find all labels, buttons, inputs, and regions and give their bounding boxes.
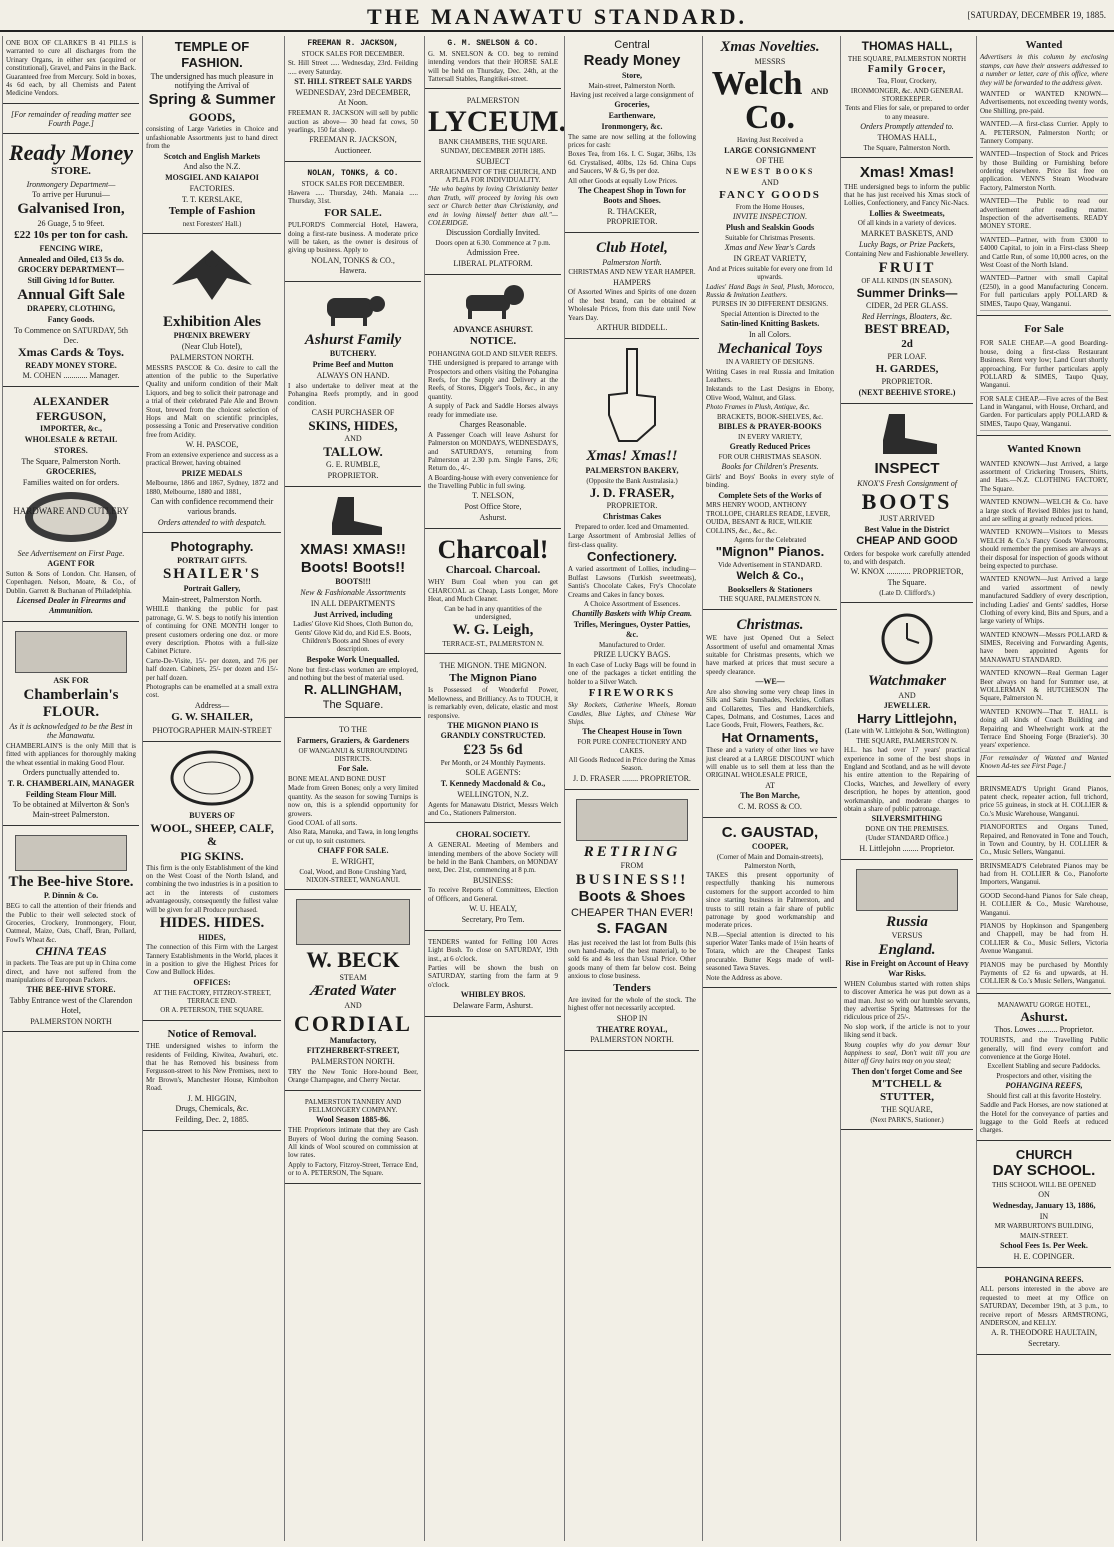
- beehive-store-advert: The Bee-hive Store. P. Dinnin & Co. BEG to call the attention of their friends and the Public to their well selected stock of Groceries, Crockery, Ironmongery, Flour, Oatmeal, Maize, Oats, Chaff, Bran, Pollard, Fowl's Wheat &c. CHINA TEAS in packets. The Teas are put up in China come direct, and have not suffered from the manipulations of European Packers. THE BEE-HIVE STORE. Tabby Entrance west of the Clarendon Hotel, PALMERSTON NORTH: [3, 830, 139, 1033]
- eagle-emblem: [152, 240, 272, 310]
- tannery-advert: BUYERS OF WOOL, SHEEP, CALF, & PIG SKINS. This firm is the only Establishment of the kind on the West Coast of the North Island, and combining the two industries is in a position to act in the interests of customers advantageously, consequently the fullest value will be given for all Produce purchased. HIDES. HIDES. HIDES, The connection of this Firm with the Largest Tannery Establishments in the World, places it in a position to give the Highest Prices for Cow and Bullock Hides. OFFICES: AT THE FACTORY, FITZROY-STREET, TERRACE END. OR A. PETERSON, THE SQUARE.: [143, 746, 281, 1021]
- ferguson-advert: ALEXANDER FERGUSON, IMPORTER, &c., WHOLESALE & RETAIL STORES. The Square, Palmerston North. GROCERIES, Families waited on for orders. HARDWARE AND CUTLERY See Advertisement on First Page. AGENT FOR Sutton & Sons of London. Chr. Hansen, of Copenhagen. Nelson, Moate, & Co., of Dublin. Garrett & Buchanan of Philadelphia. Licensed Dealer in Firearms and Ammunition.: [3, 391, 139, 622]
- tenders-felling-notice: TENDERS wanted for Felling 100 Acres Light Bush. To close on SATURDAY, 19th inst., at 6 o'clock. Parties will be shown the bush on SATURDAY, starting from the farm at 9 o'clock. WHIBLEY BROS. Delaware Farm, Ashurst.: [425, 935, 561, 1017]
- boot-icon: [867, 410, 947, 458]
- column-3: [284, 36, 421, 1541]
- newspaper-title: THE MANAWATU STANDARD.: [367, 4, 747, 29]
- svg-text:HARDWARE AND CUTLERY: HARDWARE AND CUTLERY: [13, 505, 129, 516]
- wanted-known-item: WANTED KNOWN—Just Arrived a large and varied assortment of newly manufactured Saddlery of every description, including Ladies' and Gents' saddles, Horse Clothing of every kind, Bits and Spurs, and a large variety of Whips.: [980, 573, 1108, 628]
- piano-item: PIANOS by Hopkinson and Spangenberg and Chappell, may be had from H. COLLIER & Co., Music Sellers, Victoria Avenue Wanganui.: [980, 920, 1108, 959]
- chamberlain-flour-advert: ASK FOR Chamberlain's FLOUR. As it is acknowledged to be the Best in the Manawatu. CHAMBERLAIN'S is the only Mill that is fitted with appliances for thoroughly making the wheat essential in making Good Flour. Orders punctually attended to. T. R. CHAMBERLAIN, MANAGER Feilding Steam Flour Mill. To be obtained at Milverton & Son's Main-street Palmerston.: [3, 626, 139, 826]
- boot-icon: [318, 493, 388, 539]
- ashurst-butchery-advert: Ashurst Family BUTCHERY. Prime Beef and Mutton ALWAYS ON HAND. I also undertake to deliver meat at the Pohangina Reefs promptly, and in good condition. CASH PURCHASER OF SKINS, HIDES, AND TALLOW. G. E. RUMBLE, PROPRIETOR.: [285, 286, 421, 486]
- wanted-item: WANTED or WANTED KNOWN—Advertisements, not exceeding twenty words, One Shilling, pre-paid.: [980, 88, 1108, 118]
- leigh-charcoal-advert: Charcoal! Charcoal. Charcoal. WHY Burn Coal when you can get CHARCOAL as Cheap, Lasts Longer, More Heat, and Much Cleaner. Can be had in any quantities of the undersigned, W. G. Leigh, TERRACE-ST., PALMERSTON N.: [425, 533, 561, 655]
- wanted-known-item: WANTED KNOWN—Real German Lager Beer always on hand for Summer use, at WOLLERMAN & HUTCHESON The Square, Palmerston N.: [980, 667, 1108, 706]
- fagan-retiring-advert: RETIRING FROM BUSINESS!! Boots & Shoes CHEAPER THAN EVER! S. FAGAN Has just received the last lot from Bulls (his own hand-made, of the best material), to be sold 6s and 4s less than Usual Price. Other goods many of them far below cost. Being anxious to close business. Tenders Are invited for the whole of the stock. The highest offer not necessarily accepted. SHOP IN THEATRE ROYAL, PALMERSTON NORTH.: [565, 794, 699, 1052]
- wanted-item: WANTED.—A first-class Currier. Apply to A. PETERSON, Palmerston North; or Tannery Company.: [980, 118, 1108, 148]
- lion-emblem: [448, 281, 538, 321]
- gardes-xmas-advert: Xmas! Xmas! THE undersigned begs to inform the public that he has just received his Xmas stock of Lollies, Confectionery, and Fancy Nic-Nacs. Lollies & Sweetmeats, Of all kinds in a variety of devices. MARKET BASKETS, AND Lucky Bags, or Prize Packets, Containing New and Fashionable Jewellery. FRUIT OF ALL KINDS (IN SEASON). Summer Drinks— CIDER, 2d PER GLASS. Red Herrings, Bloaters, &c. BEST BREAD, 2d PER LOAF. H. GARDES, PROPRIETOR. (NEXT BEEHIVE STORE.): [841, 162, 973, 404]
- tannery-seal: [167, 748, 257, 808]
- church-day-school-notice: CHURCH DAY SCHOOL. THIS SCHOOL WILL BE OPENED ON Wednesday, January 13, 1886, IN MR WARBURTON'S BUILDING, MAIN-STREET. School Fees 1s. Per Week. H. E. COPINGER.: [977, 1145, 1111, 1268]
- nolan-tonks-advert: NOLAN, TONKS, & CO. STOCK SALES FOR DECEMBER. Hawera ..... Thursday, 24th. Manaia ..... Thursday, 31st. FOR SALE. PULFORD'S Commercial Hotel, Hawera, doing a first-rate business. A moderate price will be taken, as the owner is desirous of giving up business. Apply to NOLAN, TONKS & CO., Hawera.: [285, 166, 421, 282]
- lyceum-notice: PALMERSTON LYCEUM. BANK CHAMBERS, THE SQUARE. SUNDAY, DECEMBER 20TH 1885. SUBJECT ARRAIGNMENT OF THE CHURCH, AND A PLEA FOR INDIVIDUALITY. "He who begins by loving Christianity better than Truth, will proceed by loving his own sect or Church better than Christianity, and end in loving himself better than all."—COLERIDGE. Discussion Cordially Invited. Doors open at 6.30. Commence at 7 p.m. Admission Free. LIBERAL PLATFORM.: [425, 93, 561, 275]
- mitchell-stutter-advert: Russia VERSUS England. Rise in Freight on Account of Heavy War Risks. WHEN Columbus started with rotten ships to discover America he was put down as a mad man. Just so with our humble servants, they advertise Spring Mattresses for the ridiculous price of 25/-. No slop work, if the article is not to your liking send it back. Young couples why do you demur Your happiness to seal, Don't wait till you are bitter off Grey hairs may on you steal; Then don't forget Come and See M'TCHELL & STUTTER, THE SQUARE, (Next PARK'S, Stationer.): [841, 864, 973, 1131]
- wanted-item: WANTED—Partner, with from £3000 to £4000 Capital, to join in a First-class Sheep and Cattle Run, of some 10,000 acres, on the West Coast of the North Island.: [980, 234, 1108, 273]
- piano-item: BRINSMEAD'S Celebrated Pianos may be had from H. COLLIER & Co., Pianoforte Importers, Wanganui.: [980, 860, 1108, 890]
- welch-novelties-advert: Xmas Novelties. MESSRS Welch AND Co. Having Just Received a LARGE CONSIGNMENT OF THE NEWEST BOOKS AND FANCY GOODS From the Home Houses, INVITE INSPECTION. Plush and Sealskin Goods Suitable for Christmas Presents. Xmas and New Year's Cards IN GREAT VARIETY, And at Prices suitable for every one from 1d upwards. Ladies' Hand Bags in Seal, Plush, Morocco, Russia & Imitation Leathers. PURSES IN 30 DIFFERENT DESIGNS. Special Attention is Directed to the Satin-lined Knitting Baskets. In all Colors. Mechanical Toys IN A VARIETY OF DESIGNS. Writing Cases in real Russia and Imitation Leathers. Inkstands to the Last Designs in Ebony, Olive Wood, Walnut, and Glass. Photo Frames in Plush, Antique, &c. BRACKETS, BOOK-SHELVES, &c. BIBLES & PRAYER-BOOKS IN EVERY VARIETY, Greatly Reduced Prices FOR OUR CHRISTMAS SEASON. Books for Children's Presents. Girls' and Boys' Books in every style of binding. Complete Sets of the Works of MRS HENRY WOOD, ANTHONY TROLLOPE, CHARLES READE, LEVER, OUIDA, BESANT & RICE, WILKIE COLLINS, &c., &c., &c. Agents for the Celebrated "Mignon" Pianos. Vide Advertisement in STANDARD. Welch & Co., Booksellers & Stationers THE SQUARE, PALMERSTON N.: [703, 36, 837, 610]
- littlejohn-watchmaker-advert: Watchmaker AND JEWELLER. Harry Littlejohn, (Late with W. Littlejohn & Son, Wellington) THE SQUARE, PALMERSTON N. H.L. has had over 17 years' practical experience in some of the best shops in England and Scotland, and as he will devote his entire attention to the Repairing of Clocks, Watches, and Jewellery of every description, he hopes by attention, good workmanship, and moderate charges to obtain a share of public patronage. SILVERSMITHING DONE ON THE PREMISES. (Under STANDARD Office.) H. Littlejohn ........ Proprietor.: [841, 607, 973, 859]
- piano-item: BRINSMEAD'S Upright Grand Pianos, patent check, repeater action, full trichord, price 55 guineas, in stock at H. COLLIER & Co.'s Music Warehouse, Wanganui.: [980, 783, 1108, 822]
- knox-boots-advert: INSPECT KNOX'S Fresh Consignment of BOOTS JUST ARRIVED Best Value in the District CHEAP AND GOOD Orders for bespoke work carefully attended to, and with despatch. W. KNOX ............ PROPRIETOR, The Square. (Late D. Clifford's.): [841, 408, 973, 604]
- column-2: [142, 36, 281, 1541]
- jackson-stock-sales: FREEMAN R. JACKSON, STOCK SALES FOR DECEMBER. St. Hill Street ..... Wednesday, 23rd. Feilding ..... every Saturday. ST. HILL STREET SALE YARDS WEDNESDAY, 23rd DECEMBER, At Noon. FREEMAN R. JACKSON will sell by public auction as above— 30 head fat cows, 50 yearlings, 150 fat sheep. FREEMAN R. JACKSON, Auctioneer.: [285, 36, 421, 162]
- wanted-known-item: WANTED KNOWN—WELCH & Co. have a large stock of Revised Bibles just to hand, and are selling at greatly reduced prices.: [980, 496, 1108, 526]
- column-6: [702, 36, 837, 1541]
- wanted-known-item: WANTED KNOWN—Visitors to Messrs WELCH & Co.'s Fancy Goods Warerooms, should remember the premises are always at their disposal for inspection of goods without being expected to purchase.: [980, 526, 1108, 573]
- wanted-item: WANTED—Partner with small Capital (£250), in a good Manufacturing Concern. For full particulars apply POLLARD & SIMES, Taupo Quay, Wanganui.: [980, 272, 1108, 311]
- central-ready-money-store: Central Ready Money Store, Main-street, Palmerston North. Having just received a large consignment of Groceries, Earthenware, Ironmongery, &c. The same are now selling at the following prices for cash: Boxes Tea, from 16s. I. C. Sugar, 36lbs, 13s 6d. Crystalised, 40lbs, 12s 6d. China Cups and Saucers, W & G, 9s per doz. All other Goods at equally Low Prices. The Cheapest Shop in Town for Boots and Shoes. R. THACKER, PROPRIETOR.: [565, 36, 699, 233]
- beck-aerated-water-advert: W. BECK STEAM Ærated Water AND CORDIAL Manufactory, FITZHERBERT-STREET, PALMERSTON NORTH. TRY the New Tonic Hore-hound Beer, Orange Champagne, and Cherry Nectar.: [285, 894, 421, 1090]
- phoenix-brewery-advert: Exhibition Ales PHŒNIX BREWERY (Near Club Hotel), PALMERSTON NORTH. MESSRS PASCOE & Co. desire to call the attention of the public to the Superlative Quality and uniform condition of their Malt Liquors, and beg to solicit their patronage and a trial of their celebrated Pale Ale and Brown Stout, brewed from the choicest selection of Hops and Malt on scientific principles, possessing a Tonic and Preservative condition free from Acidity. W. H. PASCOE, From an extensive experience and success as a practical Brewer, having obtained PRIZE MEDALS Melbourne, 1866 and 1867, Sydney, 1872 and 1880, Melbourne, 1880 and 1881, Can with confidence recommend their various brands. Orders attended to with despatch.: [143, 238, 281, 533]
- ox-emblem: [313, 288, 393, 328]
- wanted-item: WANTED—The Public to read our advertisement after reading matter. Inspection of the advertisements. READY MONEY STORE.: [980, 195, 1108, 234]
- column-7: [840, 36, 973, 1541]
- club-hotel-advert: Club Hotel, Palmerston North. CHRISTMAS AND NEW YEAR HAMPER. HAMPERS Of Assorted Wines and Spirits of one dozen of the best brand, can be obtained at Wholesale Prices, from this date until New Years Day. ARTHUR BIDDELL.: [565, 237, 699, 339]
- choral-society-notice: CHORAL SOCIETY. A GENERAL Meeting of Members and intending members of the above Society will be held in the Bank Chambers, on MONDAY next, Dec. 21st, commencing at 8 p.m. BUSINESS: To receive Reports of Committees, Election of Officers, and General. W. U. HEALY, Secretary, Pro Tem.: [425, 827, 561, 930]
- wanted-known-item: WANTED KNOWN—Just Arrived, a large assortment of Crickering Trousers, Shirts, and Hats.—N.Z. CLOTHING FACTORY, The Square.: [980, 458, 1108, 497]
- collier-pianos-section: [977, 781, 1111, 994]
- mill-engraving: [15, 631, 127, 673]
- allingham-boots-advert: XMAS! XMAS!! Boots! Boots!! BOOTS!!! New & Fashionable Assortments IN ALL DEPARTMENTS Just Arrived, including Ladies' Glove Kid Shoes, Cloth Button do, Gents' Glove Kid do, and Kid E.S. Boots, Children's Boots and Shoes of every description. Bespoke Work Unequalled. None but first-class workmen are employed, and nothing but the best of material used. R. ALLINGHAM, The Square.: [285, 491, 421, 719]
- reminder-note: [For remainder of reading matter see Fourth Page.]: [3, 108, 139, 135]
- pointing-hand-icon: [597, 345, 667, 445]
- clock-icon: [867, 609, 947, 669]
- gaustad-cooper-advert: C. GAUSTAD, COOPER, (Corner of Main and Domain-streets), Palmerston North, TAKES this present opportunity of respectfully thanking his numerous customers for the support accorded to him since starting business in Palmerston, and trusts to still retain a fair share of public patronage by good workmanship and moderate prices. N.B.—Special attention is directed to his superior Water Tanks made of 1½in hearts of Totara, which are the Cheapest Tanks procurable. Butter Kegs made of well-seasoned Tawa Staves. Note the Address as above.: [703, 822, 837, 988]
- advance-ashurst-notice: ADVANCE ASHURST. NOTICE. POHANGINA GOLD AND SILVER REEFS. THE undersigned is prepared to arrange with Prospectors and others visiting the Pohangina Reefs, for the Supply and Delivery at the Reefs, of Stores, Digger's Tools, &c., in any quantity. A supply of Pack and Saddle Horses always ready for immediate use. Charges Reasonable. A Passenger Coach will leave Ashurst for Palmerston on MONDAYS, WEDNESDAYS, and SATURDAYS, returning from Palmerston at 2.30 p.m. Single Fares, 2/6; Return do., 4/-. A Boarding-house with every convenience for the Travelling Public in full swing. T. NELSON, Post Office Store, Ashurst.: [425, 279, 561, 529]
- palmerston-bakery-advert: Xmas! Xmas!! PALMERSTON BAKERY, (Opposite the Bank Australasia.) J. D. FRASER, PROPRIETOR. Christmas Cakes Prepared to order. Iced and Ornamented. Large Assortment of Ambrosial Jellies of first-class quality. Confectionery. A varied assortment of Lollies, including—Bulfast Lawsons (Turkish sweetmeats), Santis's Chocolate Cakes, Fry's Chocolate Creams and Cakes in fancy boxes. A Choice Assortment of Essences. Chantilly Baskets with Whip Cream. Trifles, Meringues, Oyster Patties, &c. Manufactured to Order. PRIZE LUCKY BAGS. In each Case of Lucky Bags will be found in one of the packages a ticket entitling the holder to a Silver Watch. FIREWORKS Sky Rockets, Catherine Wheels, Roman Candles, Blue Lights, and Chinese War Ships. The Cheapest House in Town FOR PURE CONFECTIONERY AND CAKES. All Goods Reduced in Price during the Xmas Season. J. D. FRASER ........ PROPRIETOR.: [565, 343, 699, 790]
- piano-item: PIANOS may be purchased by Monthly Payments of £2 6s and upwards, at H. COLLIER & Co.'s Music Sellers, Wanganui.: [980, 959, 1108, 989]
- shailer-photography-advert: Photography. PORTRAIT GIFTS. SHAILER'S Portrait Gallery, Main-street, Palmerston North. WHILE thanking the public for past patronage, G. W. S. begs to notify his intention of continuing for ONE MONTH longer to present customers ordering one doz. or more every description. Photos with a full-size Cabinet Picture. Carte-De-Visite, 15/- per dozen, and 7/6 per half dozen. Cabinets, 25/- per dozen and 15/- per half dozen. Photographs can be enamelled at a small extra cost. Address— G. W. SHAILER, PHOTOGRAPHER MAIN-STREET: [143, 537, 281, 741]
- removal-notice: Notice of Removal. THE undersigned wishes to inform the residents of Feilding, Kiwitea, Awahuri, etc. that he has Removed his business from Fergusson-street to his New Premises, next to Mr Brown's, Manchester House, Kimbolton Road. J. M. HIGGIN, Drugs, Chemicals, &c. Feilding, Dec. 2, 1885.: [143, 1025, 281, 1131]
- wright-bone-meal-advert: TO THE Farmers, Graziers, & Gardeners OF WANGANUI & SURROUNDING DISTRICTS. For Sale. BONE MEAL AND BONE DUST Made from Green Bones; only a very limited quantity. As the season for sowing Turnips is now on, this is a splendid opportunity for growers. Good COAL of all sorts. Also Rata, Manuka, and Tawa, in long lengths or cut up, to suit customers. CHAFF FOR SALE. E. WRIGHT, Coal, Wood, and Bone Crushing Yard, NIXON-STREET, WANGANUI.: [285, 722, 421, 890]
- column-1: [2, 36, 139, 1541]
- piano-item: GOOD Second-hand Pianos for Sale cheap, H. COLLIER & Co., Music Warehouse, Wanganui.: [980, 890, 1108, 920]
- wanted-known-section: Wanted Known WANTED KNOWN—Just Arrived, a large assortment of Crickering Trousers, Shirts, and Hats.—N.Z. CLOTHING FACTORY, The Square. WANTED KNOWN—WELCH & Co. have a large stock of Revised Bibles just to hand, and are selling at greatly reduced prices. WANTED KNOWN—Visitors to Messrs WELCH & Co.'s Fancy Goods Warerooms, should remember the premises are always at their disposal for inspection of goods without being expected to purchase. WANTED KNOWN—Just Arrived a large and varied assortment of newly manufactured Saddlery of every description, including Ladies' and Gents' saddles, Horse Clothing of every kind, Bits and Spurs, and a large variety of Whips. WANTED KNOWN—Messrs POLLARD & SIMES, Receiving and Forwarding Agents, have been appointed Agents for MANAWATU STANDARD. WANTED KNOWN—Real German Lager Beer always on hand for Summer use, at WOLLERMAN & HUTCHESON The Square, Palmerston N. WANTED KNOWN—That T. HALL is doing all kinds of Coach Building and Repairing and Wheelwright work at the Terrace End Shoeing Forge (Brazier's). 30 years' experience. [For remainder of Wanted and Wanted Known Ad-tes see First Page.]: [977, 440, 1111, 776]
- ornamental-banner: [576, 799, 688, 841]
- factory-engraving: [296, 899, 410, 945]
- column-8: [976, 36, 1111, 1541]
- snelson-horse-sale: G. M. SNELSON & CO. G. M. SNELSON & CO. beg to remind intending vendors that their HORSE SALE will be held on Thursday, Dec. 24th, at the Tattersall Stables, Rangitikei-street.: [425, 36, 561, 89]
- masthead: [0, 0, 1114, 32]
- mignon-piano-advert: THE MIGNON. THE MIGNON. The Mignon Piano Is Possessed of Wonderful Power, Mellowness, and Brilliancy. As to TOUCH, it is remarkably even, delicate, elastic and most responsive. THE MIGNON PIANO IS GRANDLY CONSTRUCTED. £23 5s 6d Per Month, or 24 Monthly Payments. SOLE AGENTS: T. Kennedy Macdonald & Co., WELLINGTON, N.Z. Agents for Manawatu District, Messrs Welch and Co., Stationers Palmerston.: [425, 658, 561, 823]
- for-sale-item: FOR SALE CHEAP.—A good Boarding-house, doing a first-class Restaurant Business. Rent very low; Land Court shortly approaching. For further particulars apply POLLARD & SIMES, Taupo Quay, Wanganui.: [980, 337, 1108, 392]
- issue-date: [SATURDAY, DECEMBER 19, 1885.: [967, 10, 1106, 20]
- wanted-section: Wanted Advertisers in this column by enclosing stamps, can have their answers addressed to a number or letter, care of this office, where they will be forwarded to the address given. WANTED or WANTED KNOWN—Advertisements, not exceeding twenty words, One Shilling, pre-paid. WANTED.—A first-class Currier. Apply to A. PETERSON, Palmerston North; or Tannery Company. WANTED—Inspection of Stock and Prices by those Building or Furnishing before ordering elsewhere. Price list free on application. VENN'S Steam Woodware Factory, Palmerston North. WANTED—The Public to read our advertisement after reading matter. Inspection of the advertisements. READY MONEY STORE. WANTED—Partner, with from £3000 to £4000 Capital, to join in a First-class Sheep and Cattle Run, of some 10,000 acres, on the West Coast of the North Island. WANTED—Partner with small Capital (£250), in a good Manufacturing Concern. For full particulars apply POLLARD & SIMES, Taupo Quay, Wanganui.: [977, 36, 1111, 316]
- temple-of-fashion-advert: TEMPLE OF FASHION. The undersigned has much pleasure in notifying the Arrival of Spring & Summer GOODS, consisting of Large Varieties in Choice and unfashionable Assortments just to hand direct from the Scotch and English Markets And also the N.Z. MOSGIEL AND KAIAPOI FACTORIES. T. T. KERSLAKE, Temple of Fashion next Foresters' Hall.): [143, 36, 281, 234]
- for-sale-section: For Sale FOR SALE CHEAP.—A good Boarding-house, doing a first-class Restaurant Business. Rent very low; Land Court shortly approaching. For further particulars apply POLLARD & SIMES, Taupo Quay, Wanganui. FOR SALE CHEAP.—Five acres of the Best Land in Wanganui, with House, Orchard, and Garden. For particulars apply POLLARD & SIMES, Taupo Quay, Wanganui.: [977, 320, 1111, 436]
- bon-marche-advert: Christmas. WE have just Opened Out a Select Assortment of useful and ornamental Xmas suitable for Christmas presents, which we have marked at prices that must secure a speedy clearance. —WE— Are also showing some very cheap lines in Silk and Satin Sunshades, Neckties, Collars and Collarettes, Ties and Handkerchiefs, Capes, Dolmans, and Costumes, Laces and Lace Goods, Fruit, Flowers, Feathers, &c. Hat Ornaments, These and a variety of other lines we have just cleared at a LARGE DISCOUNT which will enable us to sell them at less than the ORIGINAL WHOLESALE PRICE, AT The Bon Marche, C. M. ROSS & CO.: [703, 614, 837, 818]
- bed-engraving: [856, 869, 958, 911]
- beehive-engraving: [15, 835, 127, 871]
- piano-item: PIANOFORTES and Organs Tuned, Repaired, and Renovated in Tone and Touch, in Town and Country, by H. COLLIER & Co., Music Sellers, Wanganui.: [980, 821, 1108, 860]
- pill-advert: ONE BOX OF CLARKE'S B 41 PILLS is warranted to cure all discharges from the Urinary Organs, in either sex (acquired or constitutional), Gravel, and Pains in the Back. Guaranteed free from Mercury. Sold in boxes, 4s 6d each, by all Chemists and Patent Medicine Vendors.: [3, 36, 139, 104]
- wanted-known-item: WANTED KNOWN—That T. HALL is doing all kinds of Coach Building and Repairing and Wheelwright work at the Terrace End Shoeing Forge (Brazier's). 30 years' experience.: [980, 706, 1108, 753]
- thomas-hall-grocer-advert: THOMAS HALL, THE SQUARE, PALMERSTON NORTH Family Grocer, Tea, Flour, Crockery, IRONMONGER, &c. AND GENERAL STOREKEEPER. Tents and Flies for sale, or prepared to order to any measure. Orders Promptly attended to. THOMAS HALL, The Square, Palmerston North.: [841, 36, 973, 158]
- column-4: [424, 36, 567, 1541]
- pohangina-reefs-notice: POHANGINA REEFS. ALL persons interested in the above are requested to meet at my Office on SATURDAY, December 19th, at 3 p.m., to receive report of Messrs ARMSTRONG, ANDERSON, and KELLY. A. R. THEODORE HAULTAIN, Secretary.: [977, 1272, 1111, 1355]
- hardware-cutlery-emblem: [13, 489, 129, 545]
- wanted-known-item: WANTED KNOWN—Messrs POLLARD & SIMES, Receiving and Forwarding Agents, have been appointed Agents for MANAWATU STANDARD.: [980, 629, 1108, 668]
- column-5: [564, 36, 699, 1541]
- wanted-item: WANTED—Inspection of Stock and Prices by those Building or Furnishing before ordering elsewhere. Price list free on application. VENN'S Steam Woodware Factory, Palmerston North.: [980, 148, 1108, 195]
- tannery-wool-advert: PALMERSTON TANNERY AND FELLMONGERY COMPANY. Wool Season 1885-86. THE Proprietors intimate that they are Cash Buyers of Wool during the coming Season. All kinds of Wool scoured on commission at low rates. Apply to Factory, Fitzroy-Street, Terrace End, or to A. PETERSON, The Square.: [285, 1095, 421, 1184]
- ready-money-store-advert: Ready Money STORE. Ironmongery Department— To arrive per Hurunui— Galvanised Iron, 26 Guage, 5 to 9feet. £22 10s per ton for cash. FENCING WIRE, Annealed and Oiled, £13 5s do. GROCERY DEPARTMENT— Still Giving 1d for Butter. Annual Gift Sale DRAPERY, CLOTHING, Fancy Goods. To Commence on SATURDAY, 5th Dec. Xmas Cards & Toys. READY MONEY STORE. M. COHEN ............ Manager.: [3, 138, 139, 387]
- for-sale-item: FOR SALE CHEAP.—Five acres of the Best Land in Wanganui, with House, Orchard, and Garden. For particulars apply POLLARD & SIMES, Taupo Quay, Wanganui.: [980, 393, 1108, 432]
- gorge-hotel-advert: MANAWATU GORGE HOTEL, Ashurst. Thos. Lowes .......... Proprietor. TOURISTS, and the Travelling Public generally, will find every comfort and convenience at the Gorge Hotel. Excellent Stabling and secure Paddocks. Prospectors and other, visiting the POHANGINA REEFS, Should first call at this favorite Hostelry. Saddle and Pack Horses, are now stationed at the Hotel for the conveyance of parties and luggage to the Gold Reefs at reduced charges.: [977, 998, 1111, 1141]
